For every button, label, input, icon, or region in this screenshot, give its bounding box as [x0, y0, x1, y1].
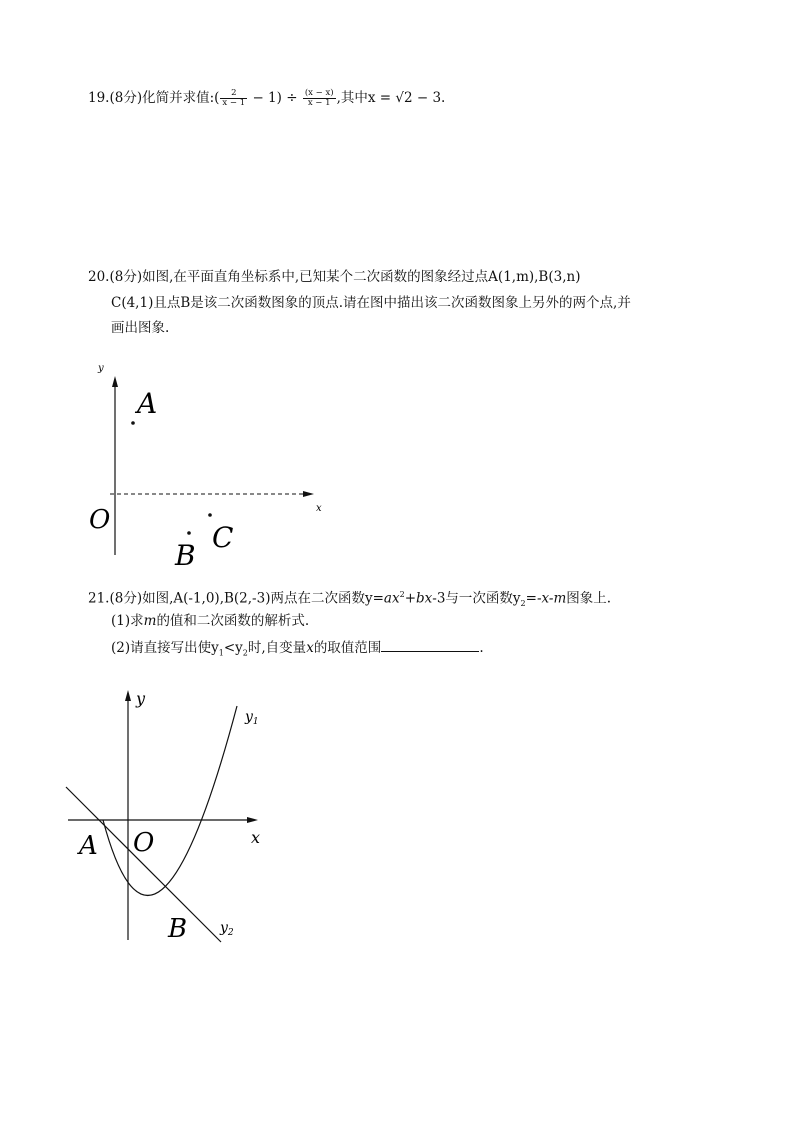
q21-origin-label: O [133, 828, 155, 858]
q20-y-label: y [98, 363, 104, 374]
q21-point-b-label: B [168, 914, 188, 944]
q19-frac1-numerator: 2 [231, 88, 237, 98]
q21-part2-d: 2 [242, 648, 248, 658]
q21-text-c: 2 [399, 590, 405, 599]
q21-text-j: 图象上. [566, 590, 612, 607]
q21-y1-letter: y [245, 709, 253, 725]
q19-prefix: 19.(8分)化简并求值:( [88, 90, 220, 106]
q21-part2-a: (2)请直接写出使y [111, 640, 219, 656]
q21-y1-subscript: 1 [252, 717, 259, 727]
q19-frac2-numerator: (x − x) [304, 88, 334, 98]
q20-point-b-label: B [175, 539, 196, 572]
q21-part2-h: . [479, 640, 484, 656]
q21-part2-b: 1 [218, 648, 224, 658]
q21-x-axis-arrow [247, 817, 258, 823]
q21-line-y2 [66, 787, 221, 942]
q20-origin-label: O [89, 505, 111, 535]
q21-part1-a: (1)求 [111, 613, 144, 629]
q21-y-axis-arrow [125, 690, 131, 701]
q21-text-b: ax [383, 590, 400, 607]
q21-text-e: bx [416, 590, 433, 607]
q21-parabola-y1 [103, 706, 237, 895]
q19-middle: − 1) ÷ [248, 90, 302, 106]
q21-text-d: + [404, 590, 416, 607]
q21-text-g: 2 [520, 599, 526, 609]
q21-text-a: 21.(8分)如图,A(-1,0),B(2,-3)两点在二次函数y= [88, 590, 384, 607]
q19-frac1-denominator: x − 1 [222, 98, 246, 108]
q21-x-label: x [251, 828, 261, 847]
q21-part2-c: <y [223, 640, 243, 656]
q20-line-3: 画出图象. [111, 320, 170, 336]
q21-point-a-label: A [79, 831, 98, 861]
q21-y2-label [219, 920, 234, 938]
q19-frac2-denominator: x − 1 [303, 98, 336, 108]
q21-text-i: -x-m [536, 590, 567, 607]
q21-y2-subscript: 2 [227, 928, 234, 938]
q20-point-a-label: A [137, 387, 158, 420]
q21-part1-c: 的值和二次函数的解析式. [156, 613, 310, 629]
q20-line-1: 20.(8分)如图,在平面直角坐标系中,已知某个二次函数的图象经过点A(1,m),B(3,n) [88, 269, 581, 285]
q20-x-label: x [316, 503, 322, 514]
q21-part1-b: m [143, 613, 157, 629]
q21-text-h: = [525, 590, 537, 607]
q21-y1-label [244, 709, 259, 727]
q21-part2-g: 的取值范围 [313, 640, 382, 656]
q21-y2-letter: y [220, 920, 228, 936]
q21-text-f: -3与一次函数y [432, 590, 521, 607]
q20-point-c-label: C [212, 521, 234, 554]
q20-line-2: C(4,1)且点B是该二次函数图象的顶点.请在图中描出该二次函数图象上另外的两个点,并 [111, 295, 631, 311]
q21-part2-e: 时,自变量 [247, 640, 307, 656]
q19-suffix: ,其中x = √2 − 3. [336, 90, 446, 106]
q21-y-label: y [136, 689, 146, 708]
q21-part2-f: x [306, 640, 314, 656]
